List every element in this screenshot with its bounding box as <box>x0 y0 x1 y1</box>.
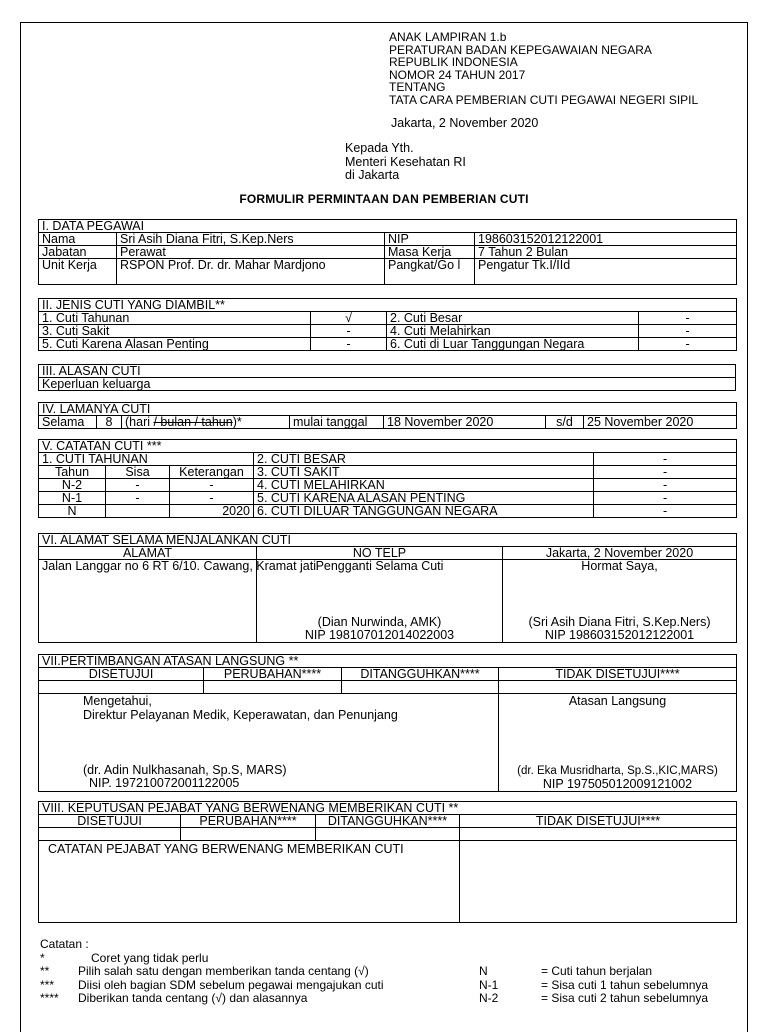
official-notes[interactable] <box>39 841 460 923</box>
notes-title-row <box>38 938 738 952</box>
approved-cell[interactable] <box>39 828 181 841</box>
section-heading: II. JENIS CUTI YANG DIAMBIL** <box>39 299 737 312</box>
header-line: TENTANG <box>389 80 446 94</box>
addressee-line: Kepada Yth. <box>345 141 414 155</box>
leave-type-label: 1. Cuti Tahunan <box>39 312 311 325</box>
note-code: N <box>479 964 488 978</box>
employee-name[interactable]: Sri Asih Diana Fitri, S.Kep.Ners <box>117 233 385 246</box>
col-header-address: ALAMAT <box>39 547 257 560</box>
col-header-rejected: TIDAK DISETUJUI**** <box>460 815 737 828</box>
note-mark: **** <box>40 991 59 1005</box>
col-header-note: Keterangan <box>170 466 254 479</box>
note-mark: * <box>40 950 45 965</box>
leave-type-check[interactable]: - <box>311 338 387 351</box>
substitute-nip: NIP 198107012014022003 <box>304 628 455 642</box>
leave-record-value[interactable]: - <box>594 479 737 492</box>
applicant-nip: NIP 198603152012122001 <box>544 628 695 642</box>
employee-tenure[interactable]: 7 Tahun 2 Bulan <box>475 246 737 259</box>
note-mark: ** <box>40 964 50 978</box>
leave-reason[interactable]: Keperluan keluarga <box>39 378 736 391</box>
addressee <box>345 142 466 183</box>
leave-unit <box>122 416 290 429</box>
note-cell[interactable]: 2020 <box>170 505 254 518</box>
rejected-cell[interactable] <box>499 681 737 694</box>
col-header-rejected: TIDAK DISETUJUI**** <box>499 668 737 681</box>
changed-cell[interactable] <box>181 828 316 841</box>
section-employee-data <box>38 219 737 285</box>
header-line: NOMOR 24 TAHUN 2017 <box>389 67 526 82</box>
section-supervisor-review <box>38 654 737 792</box>
supervisor-nip: NIP 197505012009121002 <box>542 777 693 791</box>
col-header-phone: NO TELP <box>257 547 503 560</box>
note-row <box>38 965 738 979</box>
leave-record-value[interactable]: - <box>594 453 737 466</box>
leave-record-value[interactable]: - <box>594 492 737 505</box>
col-header-date: Jakarta, 2 November 2020 <box>503 547 737 560</box>
changed-cell[interactable] <box>204 681 342 694</box>
supervisor-block <box>499 694 737 792</box>
postponed-cell[interactable] <box>316 828 460 841</box>
leave-type-check[interactable]: √ <box>311 312 387 325</box>
employee-position[interactable]: Perawat <box>117 246 385 259</box>
section-leave-type <box>38 298 737 351</box>
section-heading: VI. ALAMAT SELAMA MENJALANKAN CUTI <box>39 534 737 547</box>
note-cell[interactable]: - <box>170 492 254 505</box>
col-header-approved: DISETUJUI <box>39 668 204 681</box>
approved-cell[interactable] <box>39 681 204 694</box>
regulation-header <box>389 31 698 106</box>
leave-record-label: 6. CUTI DILUAR TANGGUNGAN NEGARA <box>254 505 594 518</box>
leave-type-check[interactable]: - <box>639 312 737 325</box>
year-cell: N-1 <box>39 492 106 505</box>
note-cell[interactable]: - <box>170 479 254 492</box>
substitute-block <box>257 560 503 643</box>
annual-leave-heading: 1. CUTI TAHUNAN <box>39 453 254 466</box>
addressee-line: di Jakarta <box>345 168 400 182</box>
col-header-postponed: DITANGGUHKAN**** <box>342 668 499 681</box>
field-label: s/d <box>546 416 584 429</box>
field-label: mulai tanggal <box>290 416 384 429</box>
note-text: Diisi oleh bagian SDM sebelum pegawai mengajukan cuti <box>78 977 384 992</box>
note-desc: = Cuti tahun berjalan <box>541 964 653 978</box>
employee-nip[interactable]: 198603152012122001 <box>475 233 737 246</box>
unit-struck: / bulan / tahun <box>153 415 233 429</box>
note-row <box>38 952 738 966</box>
remaining-cell[interactable] <box>106 505 170 518</box>
note-desc: = Sisa cuti 1 tahun sebelumnya <box>541 977 709 992</box>
remaining-cell[interactable]: - <box>106 479 170 492</box>
col-header-approved: DISETUJUI <box>39 815 181 828</box>
note-code: N-2 <box>479 991 499 1005</box>
field-label: Jabatan <box>39 246 117 259</box>
letter-date: Jakarta, 2 November 2020 <box>391 116 539 130</box>
section-leave-record <box>38 439 737 518</box>
note-text: Diberikan tanda centang (√) dan alasannya <box>78 991 308 1005</box>
col-header-year: Tahun <box>39 466 106 479</box>
section-official-decision <box>38 801 737 923</box>
note-text: Pilih salah satu dengan memberikan tanda centang (√) <box>78 964 369 978</box>
form-title: FORMULIR PERMINTAAN DAN PEMBERIAN CUTI <box>239 192 529 206</box>
field-label: NIP <box>385 233 475 246</box>
header-line: PERATURAN BADAN KEPEGAWAIAN NEGARA <box>389 42 652 57</box>
year-cell: N-2 <box>39 479 106 492</box>
leave-type-check[interactable]: - <box>311 325 387 338</box>
unit-suffix: )* <box>232 415 242 429</box>
official-notes-label: CATATAN PEJABAT YANG BERWENANG MEMBERIKAN CUTI <box>48 842 404 856</box>
director-block <box>39 694 499 792</box>
end-date[interactable]: 25 November 2020 <box>584 416 737 429</box>
section-heading: III. ALASAN CUTI <box>39 365 736 378</box>
header-line: REPUBLIK INDONESIA <box>389 55 518 69</box>
rejected-cell[interactable] <box>460 828 737 841</box>
leave-record-value[interactable]: - <box>594 505 737 518</box>
unit-prefix: (hari <box>125 415 154 429</box>
applicant-name: (Sri Asih Diana Fitri, S.Kep.Ners) <box>528 615 711 629</box>
col-header-postponed: DITANGGUHKAN**** <box>316 815 460 828</box>
leave-form-page <box>20 22 748 1032</box>
employee-unit[interactable]: RSPON Prof. Dr. dr. Mahar Mardjono <box>117 259 385 285</box>
note-row <box>38 992 738 1006</box>
section-address <box>38 533 737 643</box>
header-line: ANAK LAMPIRAN 1.b <box>389 30 507 44</box>
leave-type-label: 6. Cuti di Luar Tanggungan Negara <box>387 338 639 351</box>
leave-record-label: 4. CUTI MELAHIRKAN <box>254 479 594 492</box>
official-signature[interactable] <box>460 841 737 923</box>
section-heading: VII.PERTIMBANGAN ATASAN LANGSUNG ** <box>39 655 737 668</box>
leave-type-check[interactable]: - <box>639 325 737 338</box>
note-text: Coret yang tidak perlu <box>91 950 209 965</box>
section-heading: IV. LAMANYA CUTI <box>39 403 737 416</box>
start-date[interactable]: 18 November 2020 <box>384 416 546 429</box>
section-reason <box>38 364 736 391</box>
supervisor-name: (dr. Eka Musridharta, Sp.S.,KIC,MARS) <box>517 765 718 777</box>
director-title: Direktur Pelayanan Medik, Keperawatan, dan Penunjang <box>83 708 398 722</box>
applicant-block <box>503 560 737 643</box>
col-header-changed: PERUBAHAN**** <box>204 668 342 681</box>
note-mark: *** <box>40 977 55 992</box>
supervisor-label: Atasan Langsung <box>568 694 667 708</box>
col-header-changed: PERUBAHAN**** <box>181 815 316 828</box>
section-heading: VIII. KEPUTUSAN PEJABAT YANG BERWENANG MEMBERIKAN CUTI ** <box>39 802 737 815</box>
field-label: Nama <box>39 233 117 246</box>
leave-record-label: 5. CUTI KARENA ALASAN PENTING <box>254 492 594 505</box>
section-heading: I. DATA PEGAWAI <box>39 220 737 233</box>
employee-rank[interactable]: Pengatur Tk.I/IId <box>475 259 737 285</box>
director-nip: NIP. 197210072001122005 <box>89 776 240 790</box>
director-name: (dr. Adin Nulkhasanah, Sp.S, MARS) <box>83 763 287 777</box>
field-label: Unit Kerja <box>39 259 117 285</box>
note-code: N-1 <box>479 977 499 992</box>
leave-type-label: 5. Cuti Karena Alasan Penting <box>39 338 311 351</box>
field-label: Selama <box>39 416 97 429</box>
leave-type-label: 2. Cuti Besar <box>387 312 639 325</box>
leave-type-check[interactable]: - <box>639 338 737 351</box>
regards-label: Hormat Saya, <box>581 559 658 573</box>
note-row <box>38 979 738 993</box>
leave-record-label: 2. CUTI BESAR <box>254 453 594 466</box>
field-label: Masa Kerja <box>385 246 475 259</box>
leave-record-label: 3. CUTI SAKIT <box>254 466 594 479</box>
section-duration <box>38 402 737 429</box>
addressee-line: Menteri Kesehatan RI <box>345 154 466 169</box>
substitute-name: (Dian Nurwinda, AMK) <box>317 615 442 629</box>
col-header-remaining: Sisa <box>106 466 170 479</box>
postponed-cell[interactable] <box>342 681 499 694</box>
leave-days[interactable]: 8 <box>97 416 122 429</box>
substitute-label: Pengganti Selama Cuti <box>315 559 444 573</box>
note-desc: = Sisa cuti 2 tahun sebelumnya <box>541 991 709 1005</box>
leave-type-label: 3. Cuti Sakit <box>39 325 311 338</box>
field-label: Pangkat/Go l <box>385 259 475 285</box>
section-heading: V. CATATAN CUTI *** <box>39 440 737 453</box>
leave-type-label: 4. Cuti Melahirkan <box>387 325 639 338</box>
acknowledged-label: Mengetahui, <box>83 694 152 708</box>
notes-title: Catatan : <box>40 937 89 951</box>
leave-address[interactable]: Jalan Langgar no 6 RT 6/10. Cawang, Kramat jati <box>39 560 257 643</box>
leave-record-value[interactable]: - <box>594 466 737 479</box>
header-line: TATA CARA PEMBERIAN CUTI PEGAWAI NEGERI SIPIL <box>389 92 699 107</box>
remaining-cell[interactable]: - <box>106 492 170 505</box>
form-notes <box>38 938 738 1006</box>
year-cell: N <box>39 505 106 518</box>
